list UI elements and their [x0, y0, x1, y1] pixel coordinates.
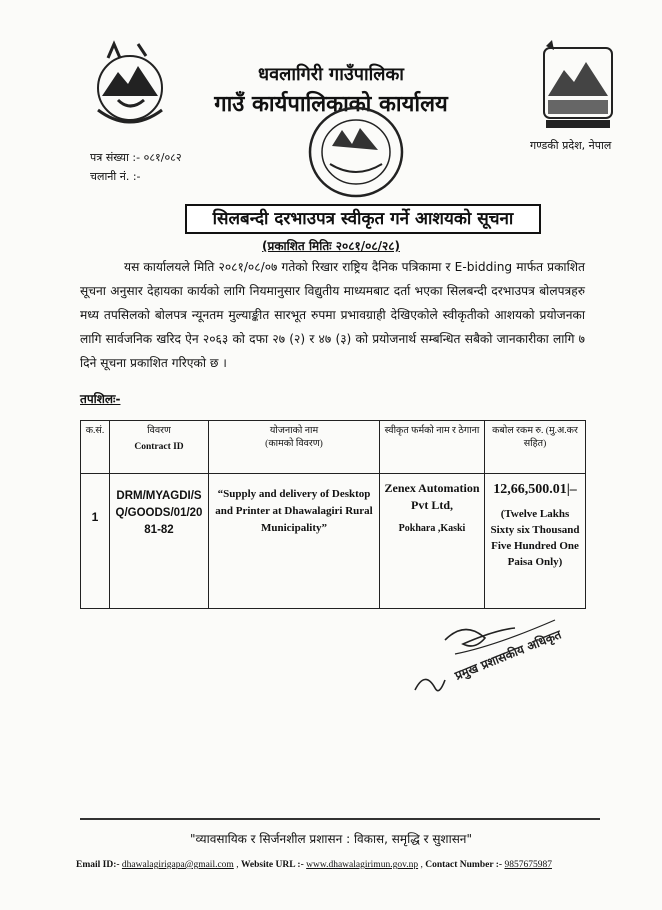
officer-signature	[405, 610, 585, 700]
header-amount: कबोल रकम रु. (मु.अ.कर सहित)	[485, 421, 586, 474]
notice-body-paragraph: यस कार्यालयले मिति २०८१/०८/०७ गतेको रिखार राष्ट्रिय दैनिक पत्रिकामा र E-bidding मार्फत प्रकाशित सूचना अनुसार देहायका कार्यको लागि नियमानुसार विद्युतीय माध्यमबाट दर्ता भएका सिलबन्दी दरभाउपत्र बोलपत्रहरु मध्य तपसिलको बोलपत्र न्यूनतम मुल्याङ्कीत सारभूत रुपमा प्रभावग्राही देखिएकोले स्वीकृतीको आशयको प्रयोजनका लागि सार्वजनिक खरिद ऐन २०६३ को दफा २७ (२) र ४७ (३) को प्रयोजनार्थ सम्बन्धित सबैको जानकारीका लागि ७ दिने सूचना प्रकाशित गरिएको छ ।	[80, 260, 585, 370]
official-stamp	[296, 100, 416, 210]
cell-vendor	[380, 474, 485, 609]
table-header-row	[81, 421, 586, 474]
header-vendor: स्वीकृत फर्मको नाम र ठेगाना	[380, 421, 485, 474]
header-contract-np: विवरण	[147, 426, 171, 436]
dispatch-number-label: चलानी नं. :-	[90, 170, 141, 183]
contact-label: Contact Number :-	[425, 860, 503, 870]
province-label: गण्डकी प्रदेश, नेपाल	[530, 139, 612, 152]
cell-contract-id: DRM/MYAGDI/SQ/GOODS/01/2081-82	[110, 474, 209, 609]
website-label: Website URL :-	[240, 860, 304, 870]
amount-value: 12,66,500.01|–	[493, 482, 577, 497]
letter-number-value: ०८१/०८२	[143, 151, 182, 164]
website-link[interactable]: www.dhawalagirimun.gov.np	[306, 860, 419, 870]
organization-name: धवलागिरी गाउँपालिका	[258, 64, 404, 85]
letter-number-label: पत्र संख्या :-	[90, 151, 141, 164]
header-contract-en: Contract ID	[134, 442, 184, 452]
letter-number	[90, 150, 182, 165]
table-row	[81, 474, 586, 609]
email-link[interactable]: dhawalagirigapa@gmail.com	[121, 860, 234, 870]
office-name: गाउँ कार्यपालिकाको कार्यालय	[214, 92, 448, 117]
email-label: Email ID:-	[76, 860, 120, 870]
footer-contact: Email ID:- dhawalagirigapa@gmail.com , Website URL :- www.dhawalagirimun.gov.np , Contact Number :- 9857675987	[76, 860, 552, 870]
signature-designation: प्रमुख प्रशासकीय अधिकृत	[452, 627, 564, 683]
header-project-sub: (कामको विवरण)	[265, 439, 323, 449]
notice-title: सिलबन्दी दरभाउपत्र स्वीकृत गर्ने आशयको सूचना	[185, 204, 541, 234]
cell-project: “Supply and delivery of Desktop and Printer at Dhawalagiri Rural Municipality”	[209, 474, 380, 609]
details-label: तपशिलः-	[80, 392, 121, 406]
header-sn: क.सं.	[81, 421, 110, 474]
cell-amount	[485, 474, 586, 609]
notice-body	[80, 255, 585, 375]
header-project-np: योजनाको नाम	[269, 426, 319, 436]
footer-slogan: "व्यावसायिक र सिर्जनशील प्रशासन : विकास, समृद्धि र सुशासन"	[190, 832, 472, 846]
amount-in-words: (Twelve Lakhs Sixty six Thousand Five Hundred One Paisa Only)	[490, 508, 580, 568]
cell-sn: 1	[81, 474, 110, 609]
footer-divider	[80, 818, 600, 820]
header-project	[209, 421, 380, 474]
published-date: (प्रकाशित मितिः २०८१/०८/२८)	[262, 239, 400, 253]
header-contract	[110, 421, 209, 474]
vendor-name: Zenex Automation Pvt Ltd,	[384, 481, 480, 512]
award-table	[80, 420, 586, 609]
vendor-address: Pokhara ,Kaski	[398, 523, 466, 534]
contact-number[interactable]: 9857675987	[504, 860, 552, 870]
